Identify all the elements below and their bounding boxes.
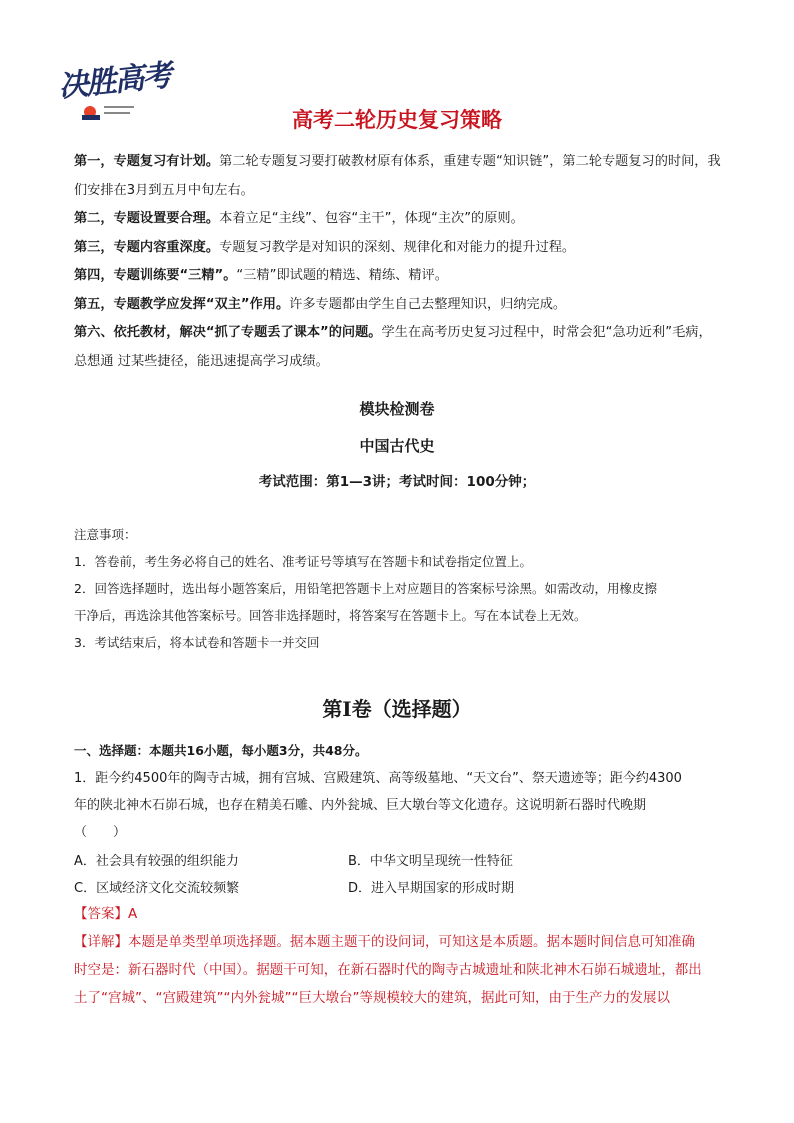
- option-c[interactable]: C．区域经济文化交流较频繁: [74, 881, 240, 896]
- strategy-body: 学生在高考历史复习过程中，时常会犯“急功近利”毛病，总想通 过某些捷径，能迅速提高学习成绩。: [74, 325, 712, 369]
- exam-subtitle: 中国古代史: [359, 437, 435, 455]
- answer-detail-line: 时空是：新石器时代（中国）。据题干可知，在新石器时代的陶寺古城遗址和陕北神木石峁石城遗址，都出: [74, 962, 702, 978]
- answer-block: [74, 900, 724, 1012]
- strategy-item-3: [74, 234, 724, 263]
- notes-item: 1．答卷前，考生务必将自己的姓名、准考证号等填写在答题卡和试卷指定位置上。: [74, 554, 532, 569]
- notes-item: 2．回答选择题时，选出每小题答案后，用铅笔把答题卡上对应题目的答案标号涂黑。如需改动，用橡皮擦: [74, 581, 657, 596]
- option-b[interactable]: B．中华文明呈现统一性特征: [348, 854, 513, 869]
- question-line: （ ）: [74, 825, 127, 840]
- strategy-item-4: [74, 262, 724, 291]
- section-title: 第I卷（选择题）: [322, 697, 472, 721]
- strategy-body: “三精”即试题的精选、精练、精评。: [236, 268, 448, 283]
- notes-item: 3．考试结束后，将本试卷和答题卡一并交回: [74, 635, 320, 650]
- strategy-lead: 第四，专题训练要“三精”。: [74, 268, 237, 283]
- strategy-body: 第二轮专题复习要打破教材原有体系，重建专题“知识链”，第二轮专题复习的时间，我们安排在3月到五月中旬左右。: [74, 154, 721, 198]
- option-d[interactable]: D．进入早期国家的形成时期: [348, 881, 515, 896]
- notes-heading: 注意事项：: [74, 527, 137, 542]
- document-title: 高考二轮历史复习策略: [292, 108, 502, 132]
- strategy-body: 专题复习教学是对知识的深刻、规律化和对能力的提升过程。: [219, 239, 576, 255]
- answer-detail-line: 【详解】本题是单类型单项选择题。据本题主题干的设问词，可知这是本质题。据本题时间信息可知准确: [74, 934, 695, 950]
- question-1: [74, 765, 724, 846]
- strategy-list: [74, 148, 724, 376]
- strategy-lead: 第一，专题复习有计划。: [74, 154, 220, 169]
- question-line: 1．距今约4500年的陶寺古城，拥有宫城、宫殿建筑、高等级墓地、“天文台”、祭天遗迹等；距今约4300: [74, 771, 682, 786]
- answer-label: 【答案】A: [74, 906, 138, 922]
- option-a[interactable]: A．社会具有较强的组织能力: [74, 854, 239, 869]
- logo-text: 决胜高考: [56, 58, 172, 105]
- strategy-item-6: [74, 319, 724, 376]
- notes: [74, 521, 724, 656]
- strategy-item-5: [74, 291, 724, 320]
- strategy-lead: 第二，专题设置要合理。: [74, 211, 220, 226]
- notes-item: 干净后，再选涂其他答案标号。回答非选择题时，将答案写在答题卡上。写在本试卷上无效。: [74, 608, 587, 623]
- strategy-lead: 第三，专题内容重深度。: [74, 239, 220, 255]
- strategy-body: 许多专题都由学生自己去整理知识，归纳完成。: [289, 296, 567, 312]
- strategy-item-1: [74, 148, 724, 205]
- question-line: 年的陕北神木石峁石城，也存在精美石雕、内外瓮城、巨大墩台等文化遗存。这说明新石器时代晚期: [74, 798, 647, 813]
- exam-info: 考试范围：第1—3讲；考试时间：100分钟；: [258, 474, 536, 490]
- strategy-body: 本着立足“主线”、包容“主干”，体现“主次”的原则。: [219, 211, 524, 226]
- strategy-lead: 第五，专题教学应发挥“双主”作用。: [74, 296, 290, 312]
- strategy-item-2: [74, 205, 724, 234]
- exam-title: 模块检测卷: [359, 400, 435, 418]
- answer-detail-line: 土了“宫城”、“宫殿建筑”“内外瓮城”“巨大墩台”等规模较大的建筑，据此可知，由于生产力的发展以: [74, 990, 670, 1006]
- section-intro: [74, 737, 724, 764]
- strategy-lead: 第六、依托教材，解决“抓了专题丢了课本”的问题。: [74, 325, 382, 340]
- section-intro-text: 一、选择题：本题共16小题，每小题3分，共48分。: [74, 743, 368, 758]
